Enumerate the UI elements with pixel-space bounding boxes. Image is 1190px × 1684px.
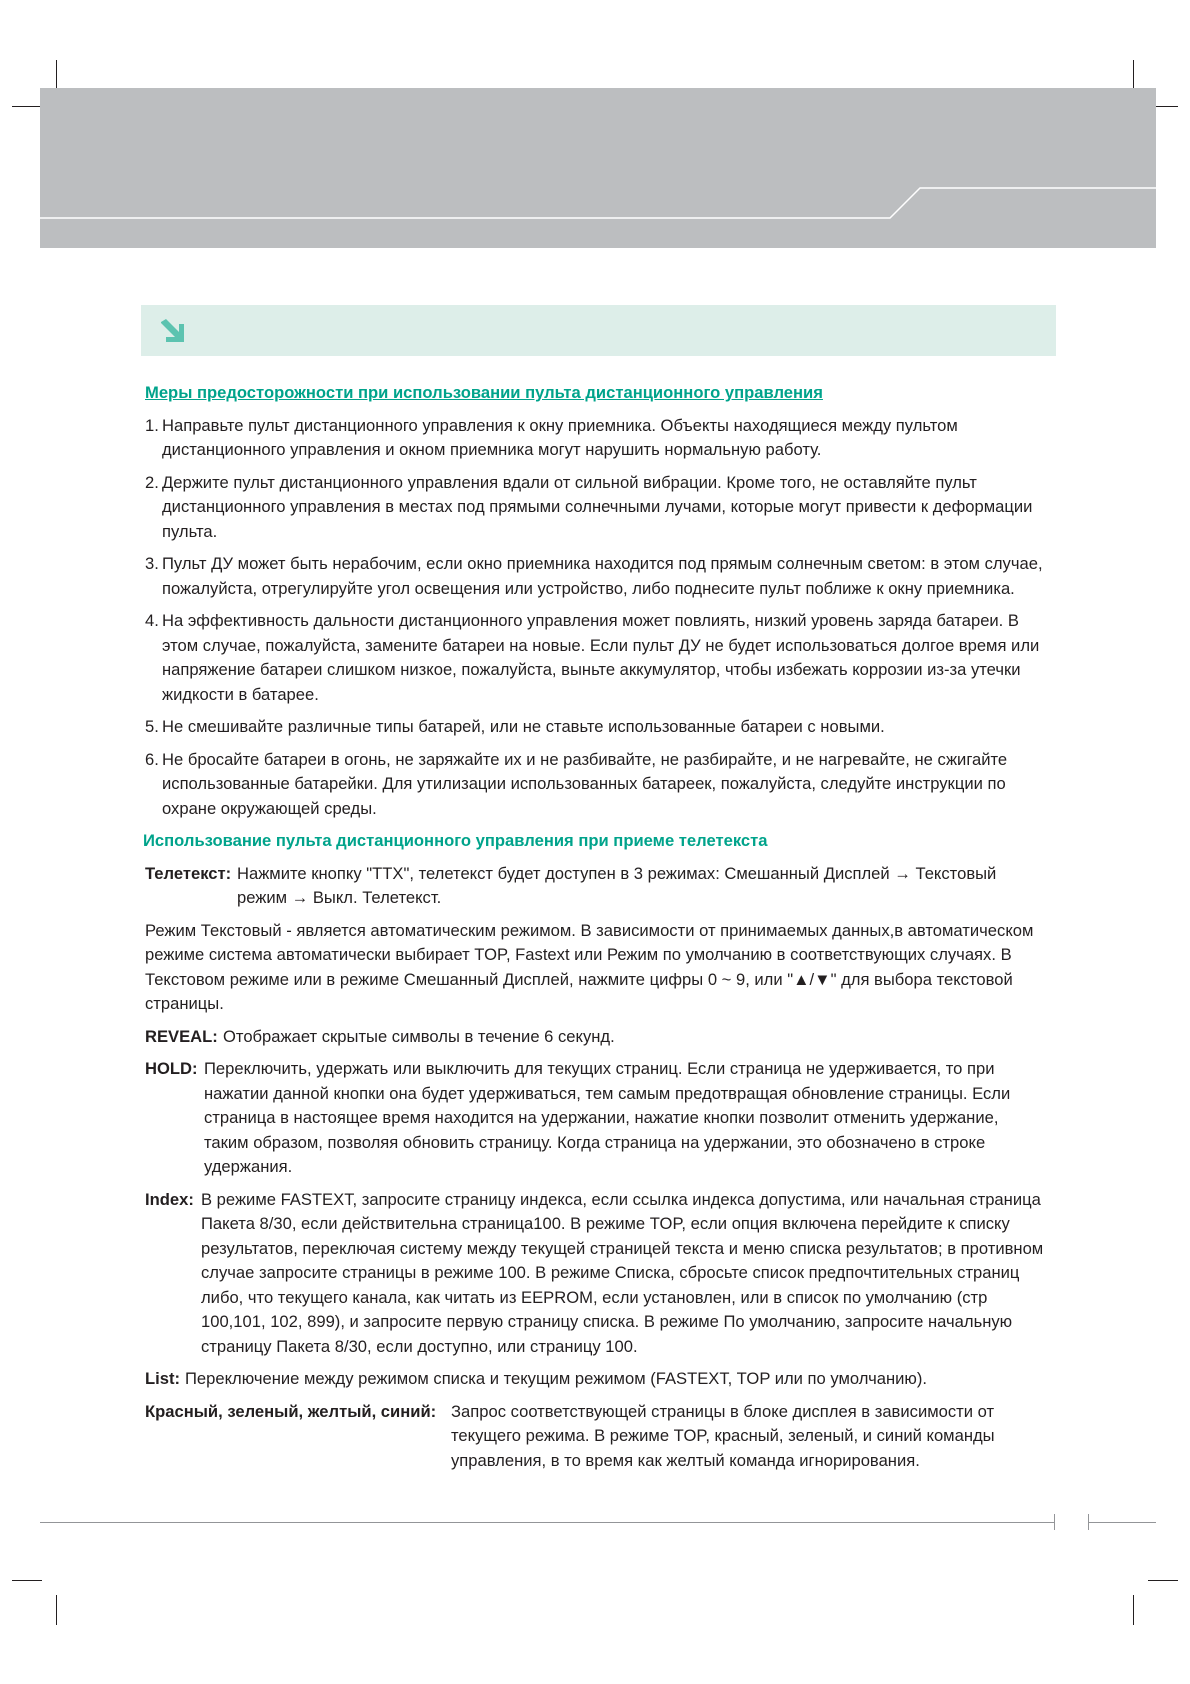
hold-entry	[145, 1057, 1045, 1180]
crop-mark	[56, 1595, 57, 1625]
list-item	[145, 414, 1045, 463]
list-item	[145, 748, 1045, 822]
entry-term: HOLD:	[145, 1059, 198, 1078]
item-text: Не смешивайте различные типы батарей, или не ставьте использованные батареи с новыми.	[162, 717, 885, 736]
entry-desc: В режиме FASTEXT, запросите страницу индекса, если ссылка индекса допустима, или начальная страница Пакета 8/30, если действительна страница100. В режиме TOP, если опция включена перейдите к списку результатов, переключая систему между текущей страницей текста и меню списка результатов; в противном случае запросите страницы в режиме 100. В режиме Списка, сбросьте список предпочтительных страниц либо, что текущего канала, как читать из EEPROM, если установлен, или в список по умолчанию (стр 100,101, 102, 899), и запросите первую страницу списка. В режиме По умолчанию, запросите начальную страницу Пакета 8/30, если доступно, или страницу 100.	[201, 1189, 1044, 1356]
arrow-down-right-icon	[159, 319, 185, 343]
entry-term: Красный, зеленый, желтый, синий:	[145, 1401, 437, 1421]
index-entry	[145, 1188, 1045, 1360]
reveal-entry	[145, 1025, 1045, 1050]
mode-paragraph: Режим Текстовый - является автоматическим режимом. В зависимости от принимаемых данных,в автоматическом режиме система автоматически выбирает TOP, Fastext или Режим по умолчанию в соответствующих случаях. В Текстовом режиме или в режиме Смешанный Дисплей, нажмите цифры 0 ~ 9, или "▲/▼" для выбора текстовой страницы.	[145, 920, 1034, 1013]
crop-mark	[1148, 1580, 1178, 1581]
item-number: 3.	[145, 554, 159, 573]
list-item	[145, 471, 1045, 545]
list-item	[145, 552, 1045, 601]
precautions-list	[145, 414, 1045, 822]
item-text: Пульт ДУ может быть нерабочим, если окно приемника находится под прямым солнечным светом: в этом случае, пожалуйста, отрегулируйте угол освещения или устройство, либо поднесите пульт поближе к окну приемника.	[162, 554, 1043, 598]
section-bar	[141, 305, 1056, 356]
item-text: Не бросайте батареи в огонь, не заряжайте их и не разбивайте, не разбирайте, и не нагревайте, не сжигайте использованные батарейки. Для утилизации использованных батареек, пожалуйста, следуйте инструкции по охране окружающей среды.	[162, 749, 1008, 818]
entry-desc: Переключить, удержать или выключить для текущих страниц. Если страница не удерживается, то при нажатии данной кнопки она будет удерживаться, тем самым предотвращая обновление страницы. Если страница в настоящее время находится на удержании, нажатие кнопки позволит отменить удержание, таким образом, позволяя обновить страницу. Когда страница на удержании, это обозначено в строке удержания.	[204, 1059, 1011, 1176]
crop-mark	[1133, 1595, 1134, 1625]
item-number: 2.	[145, 472, 159, 492]
item-text: Держите пульт дистанционного управления вдали от сильной вибрации. Кроме того, не оставляйте пульт дистанционного управления в местах под прямыми солнечными лучами, которые могут привести к деформации пульта.	[162, 472, 1033, 541]
footer-tick	[1054, 1514, 1055, 1530]
header-swoosh	[40, 88, 1156, 248]
entry-desc: Запрос соответствующей страницы в блоке дисплея в зависимости от текущего режима. В режиме TOP, красный, зеленый, и синий команды управления, в то время как желтый команда игнорирования.	[451, 1401, 995, 1470]
color-keys-entry	[145, 1400, 1045, 1474]
section-heading: Меры предосторожности при использовании пульта дистанционного управления	[145, 383, 823, 402]
item-number: 1.	[145, 415, 159, 435]
entry-term: REVEAL:	[145, 1026, 218, 1046]
entry-term: List:	[145, 1369, 181, 1388]
list-item	[145, 609, 1045, 707]
crop-mark	[56, 60, 57, 90]
header-band	[40, 88, 1156, 248]
entry-term: Index:	[145, 1189, 194, 1209]
entry-desc: Отображает скрытые символы в течение 6 секунд.	[223, 1026, 615, 1046]
item-text: На эффективность дальности дистанционного управления может повлиять, низкий уровень заряда батареи. В этом случае, пожалуйста, замените батареи на новые. Если пульт ДУ не будет использоваться долгое время или напряжение батареи слишком низкое, пожалуйста, выньте аккумулятор, чтобы избежать коррозии из-за утечки жидкости в батарее.	[162, 611, 1040, 704]
crop-mark	[1133, 60, 1134, 90]
item-number: 4.	[145, 611, 159, 630]
list-item	[145, 715, 1045, 740]
entry-term: Телетекст:	[145, 863, 232, 883]
crop-mark	[12, 106, 42, 107]
page-content	[145, 381, 1045, 1481]
item-number: 6.	[145, 749, 159, 769]
entry-desc: Нажмите кнопку "TTX", телетекст будет доступен в 3 режимах: Смешанный Дисплей → Текстовый режим → Выкл. Телетекст.	[237, 863, 997, 907]
footer-rule	[1088, 1522, 1156, 1523]
item-number: 5.	[145, 717, 159, 736]
list-entry	[145, 1367, 1045, 1392]
teletext-entry	[145, 862, 1045, 911]
teletext-heading: Использование пульта дистанционного управления при приеме телетекста	[143, 831, 768, 850]
item-text: Направьте пульт дистанционного управления к окну приемника. Объекты находящиеся между пультом дистанционного управления и окном приемника могут нарушить нормальную работу.	[162, 415, 958, 459]
crop-mark	[12, 1580, 42, 1581]
entry-desc: Переключение между режимом списка и текущим режимом (FASTEXT, TOP или по умолчанию).	[185, 1369, 927, 1388]
footer-rule	[40, 1522, 1054, 1523]
